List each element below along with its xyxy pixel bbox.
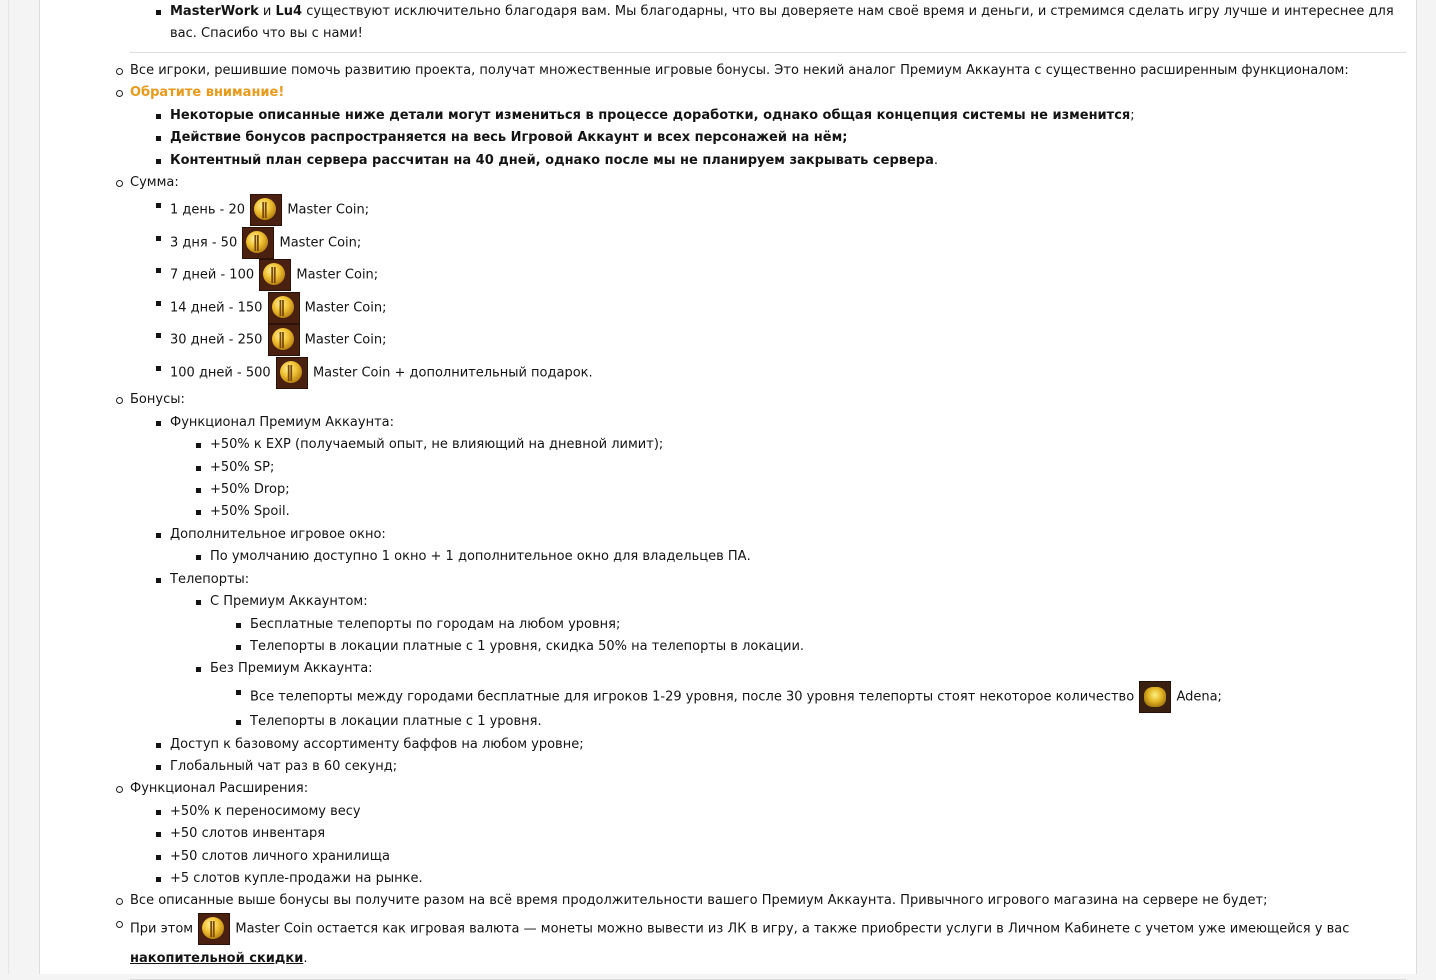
teleport-rule-text: Телепорты в локации платные с 1 уровня.: [250, 714, 542, 730]
footer-item-1: [130, 890, 1416, 912]
teleports-list: [170, 591, 1416, 734]
attention-note-tail: .: [933, 152, 939, 168]
extension-bonus: [170, 846, 1416, 868]
premium-bonus: [210, 479, 1416, 501]
price-currency: Master Coin + дополнительный подарок.: [312, 365, 593, 381]
teleports-without-premium: [210, 658, 1416, 733]
price-duration: 3 дня - 50: [170, 235, 238, 251]
master-coin-icon: [268, 324, 300, 356]
premium-item: [170, 412, 1416, 524]
price-item: [170, 227, 1416, 260]
adena-label: Adena;: [1176, 689, 1222, 705]
price-currency: Master Coin;: [279, 235, 362, 251]
teleport-rule-text: Телепорты в локации платные с 1 уровня, скидка 50% на телепорты в локации.: [250, 638, 805, 654]
price-item: [170, 194, 1416, 227]
attention-note-2: [170, 127, 1416, 149]
price-currency: Master Coin;: [304, 300, 387, 316]
premium-bonus: [210, 501, 1416, 523]
premium-bonus: [210, 457, 1416, 479]
footer-text: Все описанные выше бонусы вы получите разом на всё время продолжительности вашего Премиум Аккаунта. Привычного игрового магазина на сервере не будет;: [130, 893, 1268, 909]
price-currency: Master Coin;: [287, 202, 370, 218]
master-coin-icon: [276, 357, 308, 389]
extension-bonus-text: +50 слотов личного хранилища: [170, 848, 390, 864]
top-list: [40, 1, 1416, 45]
extension-bonus-text: +5 слотов купле-продажи на рынке.: [170, 871, 423, 887]
intro-text: Все игроки, решившие помочь развитию проекта, получат множественные игровые бонусы. Это некий аналог Премиум Аккаунта с существенно расширенным функционалом:: [130, 63, 1349, 78]
sum-list: [130, 194, 1416, 389]
with-premium-list: [210, 614, 1416, 659]
footer-text: Master Coin остается как игровая валюта — монеты можно вывести из ЛК в игру, а также приобрести услуги в Личном Кабинете с учетом уже имеющейся у вас: [235, 921, 1350, 937]
price-duration: 14 дней - 150: [170, 300, 263, 316]
chat-item: [170, 756, 1416, 778]
attention-title: Обратите внимание!: [130, 85, 285, 101]
teleport-rule-text: Все телепорты между городами бесплатные для игроков 1-29 уровня, после 30 уровня телепорты стоят некоторое количество: [250, 689, 1135, 705]
attention-note-text: Действие бонусов распространяется на весь Игровой Аккаунт и всех персонажей на нём;: [170, 130, 848, 146]
teleports-title: Телепорты:: [170, 571, 250, 587]
attention-list: [130, 105, 1416, 172]
teleports-item: [170, 569, 1416, 734]
attention-note-3: [170, 150, 1416, 172]
window-list: [170, 546, 1416, 568]
buffs-text: Доступ к базовому ассортименту баффов на любом уровне;: [170, 736, 584, 752]
bonuses-list: [130, 412, 1416, 779]
extension-bonus: [170, 823, 1416, 845]
footer-tail: .: [303, 950, 308, 966]
extension-title: Функционал Расширения:: [130, 781, 309, 797]
price-item: [170, 292, 1416, 325]
window-note: [210, 546, 1416, 568]
teleport-rule-text: Бесплатные телепорты по городам на любом уровня;: [250, 616, 621, 632]
price-duration: 1 день - 20: [170, 202, 246, 218]
discount-link[interactable]: накопительной скидки: [130, 950, 304, 966]
teleport-rule: [250, 614, 1416, 636]
price-duration: 7 дней - 100: [170, 267, 255, 283]
intro-item: [130, 60, 1416, 82]
bonuses-title: Бонусы:: [130, 392, 185, 408]
attention-note-1: [170, 105, 1416, 127]
buffs-item: [170, 734, 1416, 756]
price-item: [170, 357, 1416, 390]
master-coin-icon: [268, 292, 300, 324]
price-item: [170, 324, 1416, 357]
extension-bonus-text: +50% к переносимому весу: [170, 803, 361, 819]
forum-post-panel: [39, 0, 1417, 974]
and-text: и: [258, 4, 276, 19]
attention-item: [130, 82, 1416, 172]
teleport-rule: [250, 681, 1416, 714]
main-list: [40, 60, 1416, 972]
teleport-rule: [250, 636, 1416, 658]
attention-note-tail: ;: [1130, 107, 1135, 123]
price-currency: Master Coin;: [296, 267, 379, 283]
sum-item: [130, 172, 1416, 389]
window-note-text: По умолчанию доступно 1 окно + 1 дополнительное окно для владельцев ПА.: [210, 549, 751, 565]
price-duration: 30 дней - 250: [170, 332, 263, 348]
master-coin-icon: [259, 259, 291, 291]
thanks-item: [170, 1, 1416, 45]
price-item: [170, 259, 1416, 292]
without-premium-title: Без Премиум Аккаунта:: [210, 661, 373, 677]
premium-title: Функционал Премиум Аккаунта:: [170, 414, 394, 430]
post-content: [40, 0, 1416, 980]
price-currency: Master Coin;: [304, 332, 387, 348]
master-coin-icon: [242, 227, 274, 259]
masterwork-text: MasterWork: [170, 4, 259, 19]
page-left-border: [8, 0, 9, 974]
extension-bonus-text: +50 слотов инвентаря: [170, 826, 326, 842]
thanks-text: существуют исключительно благодаря вам. Мы благодарны, что вы доверяете нам своё время и деньги, и стремимся сделать игру лучше и интереснее для вас. Спасибо что вы с нами!: [170, 4, 1394, 41]
with-premium-title: С Премиум Аккаунтом:: [210, 594, 368, 610]
premium-bonus-text: +50% Spoil.: [210, 504, 290, 520]
window-item: [170, 524, 1416, 569]
extension-bonus: [170, 801, 1416, 823]
adena-icon: [1139, 681, 1171, 713]
footer-item-2: [130, 913, 1416, 972]
without-premium-list: [210, 681, 1416, 734]
teleports-with-premium: [210, 591, 1416, 658]
premium-bonus-text: +50% к EXP (получаемый опыт, не влияющий на дневной лимит);: [210, 437, 664, 453]
attention-note-text: Некоторые описанные ниже детали могут измениться в процессе доработки, однако общая концепция системы не изменится: [170, 107, 1131, 123]
master-coin-icon: [250, 194, 282, 226]
chat-text: Глобальный чат раз в 60 секунд;: [170, 759, 398, 775]
premium-bonus: [210, 434, 1416, 456]
price-duration: 100 дней - 500: [170, 365, 271, 381]
premium-bonus-text: +50% SP;: [210, 459, 275, 475]
extension-item: [130, 778, 1416, 890]
extension-list: [130, 801, 1416, 891]
premium-list: [170, 434, 1416, 524]
sum-title: Сумма:: [130, 175, 179, 191]
lu4-text: Lu4: [275, 4, 303, 19]
premium-bonus-text: +50% Drop;: [210, 482, 290, 498]
window-title: Дополнительное игровое окно:: [170, 526, 386, 542]
master-coin-icon: [198, 913, 230, 945]
teleport-rule: [250, 711, 1416, 733]
bonuses-item: [130, 389, 1416, 778]
attention-note-text: Контентный план сервера рассчитан на 40 дней, однако после мы не планируем закрывать сервера: [170, 152, 934, 168]
extension-bonus: [170, 868, 1416, 890]
footer-text: При этом: [130, 921, 194, 937]
